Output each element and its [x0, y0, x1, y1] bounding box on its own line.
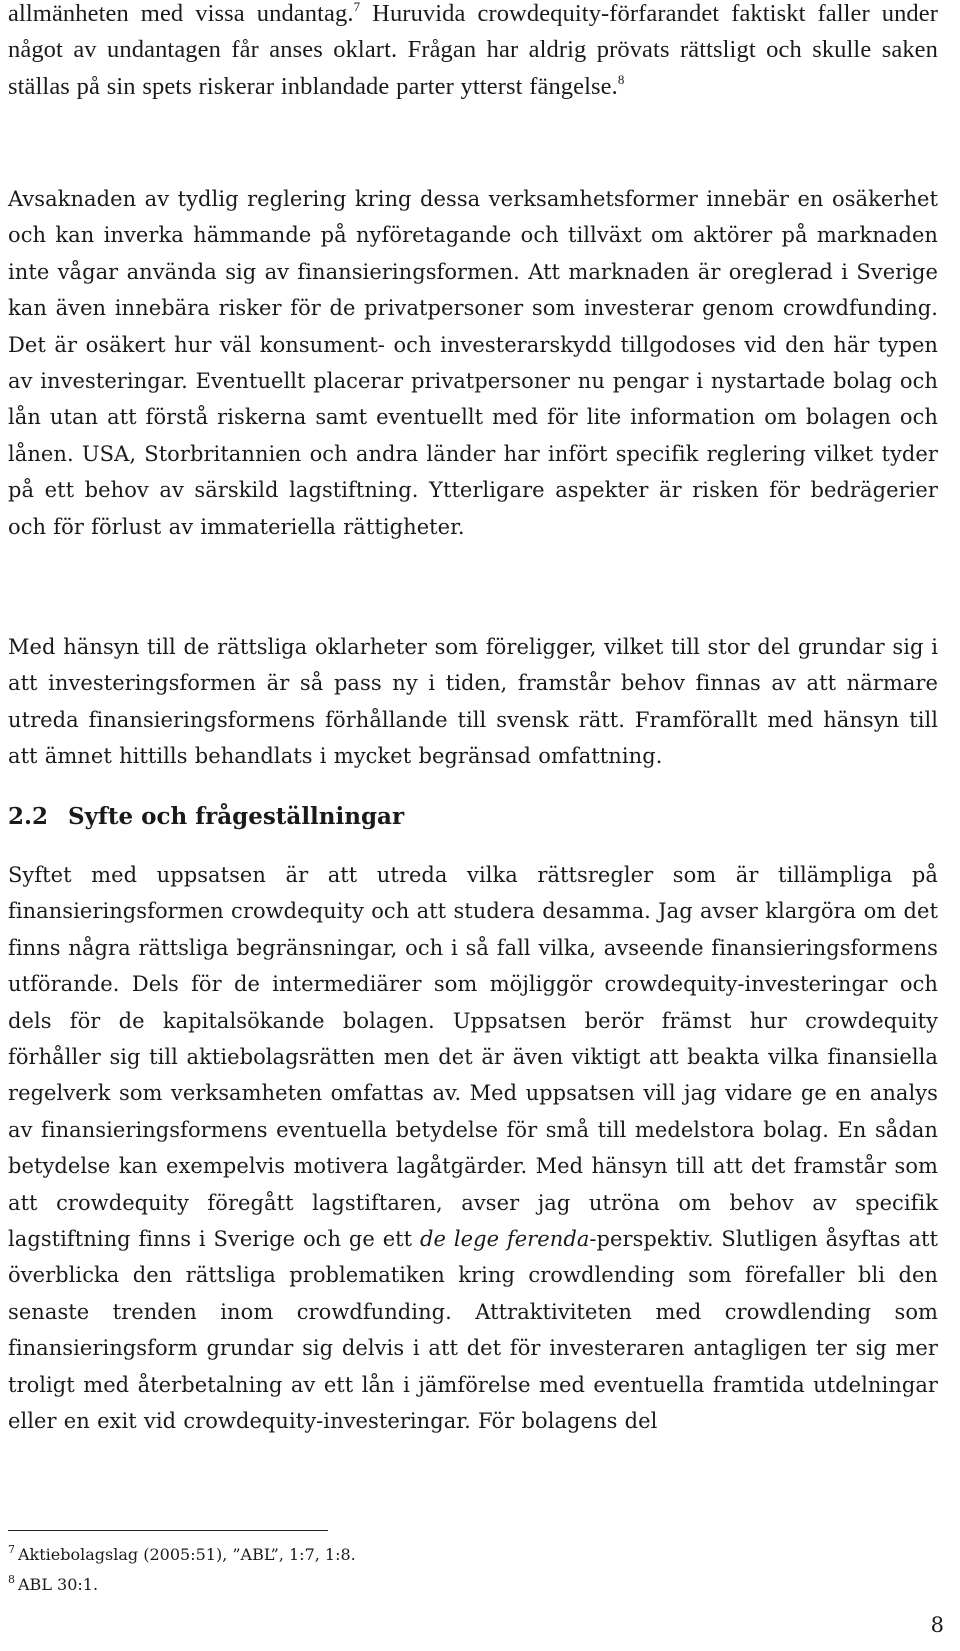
- paragraph-4-text: Syftet med uppsatsen är att utreda vilka rättsregler som är tillämpliga på finansieringsformen crowdequity och att studera desamma. Jag avser klargöra om det finns några rättsliga begränsningar, och i så fall vilka, avseende finansieringsformens utförande. Dels för de intermediärer som möjliggör crowdequity-investeringar och dels för de kapitalsökande bolagen. Uppsatsen berör främst hur crowdequity förhåller sig till aktiebolagsrätten men det är även viktigt att beakta vilka finansiella regelverk som verksamheten omfattas av. Med uppsatsen vill jag vidare ge en analys av finansieringsformens eventuella betydelse för små till medelstora bolag. En sådan betydelse kan exempelvis motivera lagåtgärder. Med hänsyn till att det framstår som att crowdequity föregått lagstiftaren, avser jag utröna om behov av specifik lagstiftning finns i Sverige och ge ett: [8, 863, 938, 1252]
- paragraph-1: [8, 0, 938, 105]
- paragraph-2: Avsaknaden av tydlig reglering kring dessa verksamhetsformer innebär en osäkerhet och kan inverka hämmande på nyföretagande och tillväxt om aktörer på marknaden inte vågar använda sig av finansieringsformen. Att marknaden är oreglerad i Sverige kan även innebära risker för de privatpersoner som investerar genom crowdfunding. Det är osäkert hur väl konsument- och investerarskydd tillgodoses vid den här typen av investeringar. Eventuellt placerar privatpersoner nu pengar i nystartade bolag och lån utan att förstå riskerna samt eventuellt med för lite information om bolagen och lånen. USA, Storbritannien och andra länder har infört specifik reglering vilket tyder på ett behov av särskild lagstiftning. Ytterligare aspekter är risken för bedrägerier och för förlust av immateriella rättigheter.: [8, 187, 938, 539]
- footnote-ref-8[interactable]: 8: [617, 71, 625, 87]
- footnote-8: [8, 1570, 356, 1600]
- paragraph-1-text: allmänheten med vissa undantag.: [8, 0, 354, 27]
- footnote-ref-7[interactable]: 7: [353, 0, 361, 14]
- footnote-7: [8, 1540, 356, 1570]
- paragraph-3: Med hänsyn till de rättsliga oklarheter som föreligger, vilket till stor del grundar sig i att investeringsformen är så pass ny i tiden, framstår behov finnas av att närmare utreda finansieringsformens förhållande till svensk rätt. Framförallt med hänsyn till att ämnet hittills behandlats i mycket begränsad omfattning.: [8, 635, 938, 769]
- footnote-mark: 7: [8, 1542, 15, 1556]
- latin-term: de lege ferenda: [420, 1227, 590, 1252]
- paragraph-4: [8, 857, 938, 1440]
- footnote-text: Aktiebolagslag (2005:51), ”ABL”, 1:7, 1:8.: [18, 1545, 356, 1564]
- paragraph-4-text-after: -perspektiv. Slutligen åsyftas att överblicka den rättsliga problematiken kring crowdlending som förefaller bli den senaste trenden inom crowdfunding. Attraktiviteten med crowdlending som finansieringsform grundar sig delvis i att det för investeraren antagligen ter sig mer troligt med återbetalning av ett lån i jämförelse med eventuella framtida utdelningar eller en exit vid crowdequity-investeringar. För bolagens del: [8, 1227, 939, 1434]
- section-heading: [8, 800, 404, 834]
- footnotes: [8, 1540, 356, 1600]
- paragraph-1-text-after: Huruvida crowdequity-förfarandet faktiskt faller under något av undantagen får anses oklart. Frågan har aldrig prövats rättsligt och skulle saken ställas på sin spets riskerar inblandade parter ytterst fängelse.: [8, 0, 939, 100]
- section-title: Syfte och frågeställningar: [68, 803, 405, 830]
- footnote-text: ABL 30:1.: [18, 1575, 99, 1594]
- footnote-mark: 8: [8, 1572, 15, 1586]
- section-number: 2.2: [8, 803, 49, 830]
- page-number: 8: [930, 1613, 944, 1637]
- footnote-separator: [8, 1530, 328, 1531]
